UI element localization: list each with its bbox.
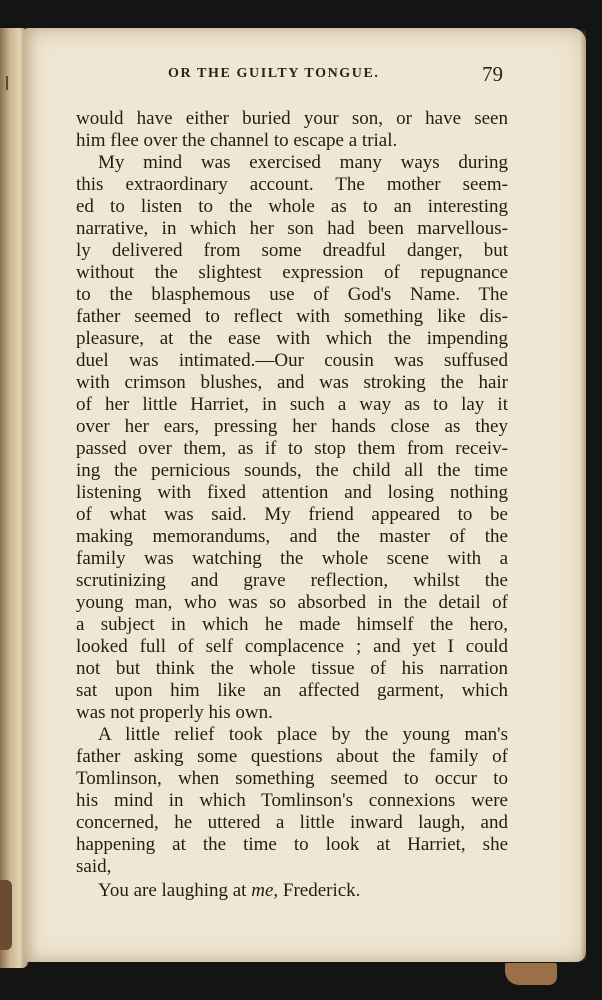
text-line: looked full of self complacence ; and yet I could	[76, 636, 508, 657]
text-line: young man, who was so absorbed in the detail of	[76, 592, 508, 613]
text-line: a subject in which he made himself the hero,	[76, 614, 508, 635]
final-line-start: You are laughing at	[98, 880, 252, 901]
text-line: My mind was exercised many ways during	[98, 152, 508, 173]
text-line: of what was said. My friend appeared to be	[76, 504, 508, 525]
running-head-title: OR THE GUILTY TONGUE.	[168, 66, 380, 81]
text-line: him flee over the channel to escape a trial.	[76, 130, 398, 151]
text-line: not but think the whole tissue of his narration	[76, 658, 508, 679]
text-line: with crimson blushes, and was stroking the hair	[76, 372, 508, 393]
text-line: without the slightest expression of repugnance	[76, 262, 508, 283]
emphasized-word: me	[251, 880, 274, 901]
final-line-end: , Frederick.	[273, 880, 361, 901]
text-line: father asking some questions about the family of	[76, 746, 508, 767]
text-line: ing the pernicious sounds, the child all the time	[76, 460, 508, 481]
text-line: over her ears, pressing her hands close as they	[76, 416, 508, 437]
text-line: making memorandums, and the master of the	[76, 526, 508, 547]
text-line: was not properly his own.	[76, 702, 273, 723]
text-line: pleasure, at the ease with which the impending	[76, 328, 508, 349]
text-line: to the blasphemous use of God's Name. The	[76, 284, 508, 305]
text-line: happening at the time to look at Harriet, she	[76, 834, 508, 855]
text-line: would have either buried your son, or have seen	[76, 108, 508, 129]
text-line: A little relief took place by the young man's	[98, 724, 508, 745]
text-line: sat upon him like an affected garment, which	[76, 680, 508, 701]
text-line: family was watching the whole scene with a	[76, 548, 508, 569]
text-line: ly delivered from some dreadful danger, but	[76, 240, 508, 261]
text-line: scrutinizing and grave reflection, whilst the	[76, 570, 508, 591]
final-text-line	[98, 880, 508, 902]
text-line: listening with fixed attention and losing nothing	[76, 482, 508, 503]
text-line: father seemed to reflect with something like dis-	[76, 306, 508, 327]
text-line: concerned, he uttered a little inward laugh, and	[76, 812, 508, 833]
page-number: 79	[482, 62, 503, 86]
text-line: of her little Harriet, in such a way as to lay it	[76, 394, 508, 415]
text-line: this extraordinary account. The mother seem-	[76, 174, 508, 195]
text-line: ed to listen to the whole as to an interesting	[76, 196, 508, 217]
text-line: passed over them, as if to stop them from receiv-	[76, 438, 508, 459]
text-line: duel was intimated.—Our cousin was suffused	[76, 350, 508, 371]
text-line: his mind in which Tomlinson's connexions were	[76, 790, 508, 811]
text-line: narrative, in which her son had been marvellous-	[76, 218, 508, 239]
text-line: Tomlinson, when something seemed to occur to	[76, 768, 508, 789]
text-line: said,	[76, 856, 112, 877]
